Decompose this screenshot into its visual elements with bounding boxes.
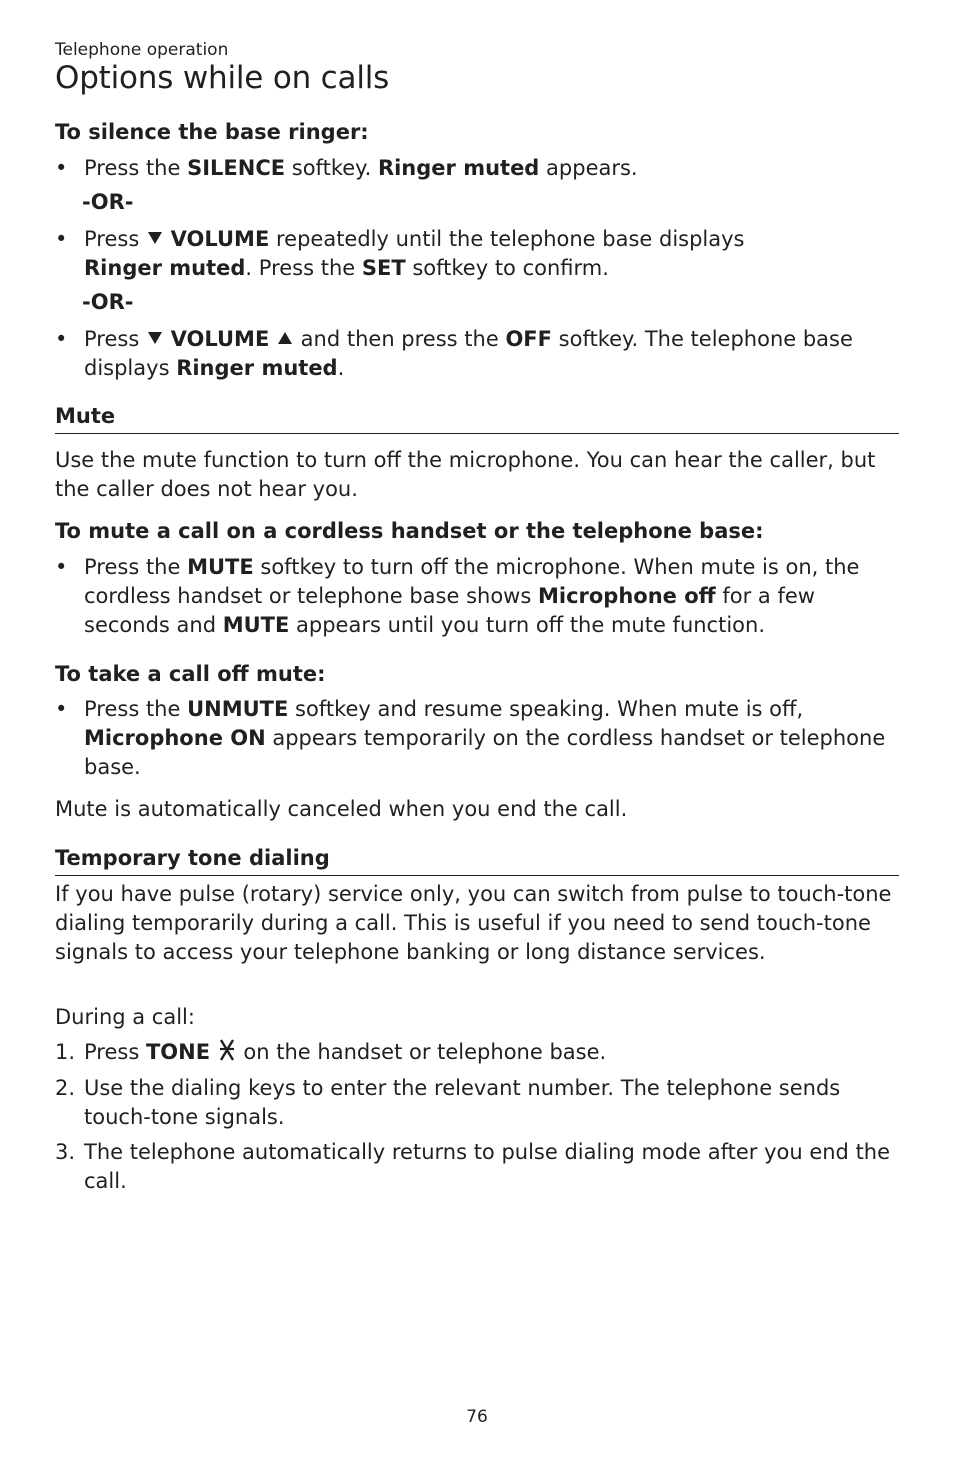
tone-step-1 [55,1038,899,1067]
bullet-dot: • [55,555,68,579]
unmute-subheading: To take a call off mute: [55,662,326,686]
tone-step-3 [55,1138,899,1196]
bullet-text: Press the SILENCE softkey. Ringer muted appears. [84,156,638,180]
or-separator-1: -OR- [82,190,134,214]
bullet-dot: • [55,327,68,351]
bullet-text: Press the UNMUTE softkey and resume speaking. When mute is off, Microphone ON appears temporarily on the cordless handset or telephone base. [84,697,886,779]
tone-section-heading: Temporary tone dialing [55,845,899,876]
page-number: 76 [466,1407,488,1427]
volume-down-icon [148,332,162,344]
mute-intro: Use the mute function to turn off the microphone. You can hear the caller, but the caller does not hear you. [55,448,876,501]
silence-bullet-2 [55,225,899,283]
step-text: Use the dialing keys to enter the relevant number. The telephone sends touch-tone signals. [84,1076,841,1129]
tone-step-2 [55,1074,899,1132]
bullet-text: Press VOLUME and then press the OFF softkey. The telephone base displays Ringer muted. [84,327,853,380]
bullet-dot: • [55,697,68,721]
mute-section-heading: Mute [55,403,899,434]
volume-up-icon [278,332,292,344]
or-separator-2: -OR- [82,290,134,314]
page-title: Options while on calls [55,60,390,96]
step-number: 1. [55,1040,76,1064]
tone-intro: If you have pulse (rotary) service only, you can switch from pulse to touch-tone dialing temporarily during a call. This is useful if you need to send touch-tone signals to access your telephone banking or long distance services. [55,882,892,964]
step-text: The telephone automatically returns to pulse dialing mode after you end the call. [84,1140,891,1193]
mute-bullet-1 [55,553,899,640]
bullet-text: Press VOLUME repeatedly until the telephone base displays Ringer muted. Press the SET softkey to confirm. [84,227,745,280]
step-number: 3. [55,1140,76,1164]
bullet-dot: • [55,227,68,251]
silence-heading: To silence the base ringer: [55,120,369,144]
bullet-dot: • [55,156,68,180]
mute-subheading: To mute a call on a cordless handset or the telephone base: [55,519,764,543]
silence-bullet-3 [55,325,899,383]
step-number: 2. [55,1076,76,1100]
step-text: Press TONE on the handset or telephone base. [84,1040,607,1064]
volume-down-icon [148,232,162,244]
tone-star-icon [219,1038,235,1062]
bullet-text: Press the MUTE softkey to turn off the microphone. When mute is on, the cordless handset or telephone base shows Microphone off for a few seconds and MUTE appears until you turn off the mute function. [84,555,860,637]
silence-bullet-1 [55,154,899,183]
mute-auto-cancel-note: Mute is automatically canceled when you end the call. [55,797,628,821]
section-kicker: Telephone operation [55,40,229,60]
mute-bullet-2 [55,695,899,782]
during-call-label: During a call: [55,1005,195,1029]
